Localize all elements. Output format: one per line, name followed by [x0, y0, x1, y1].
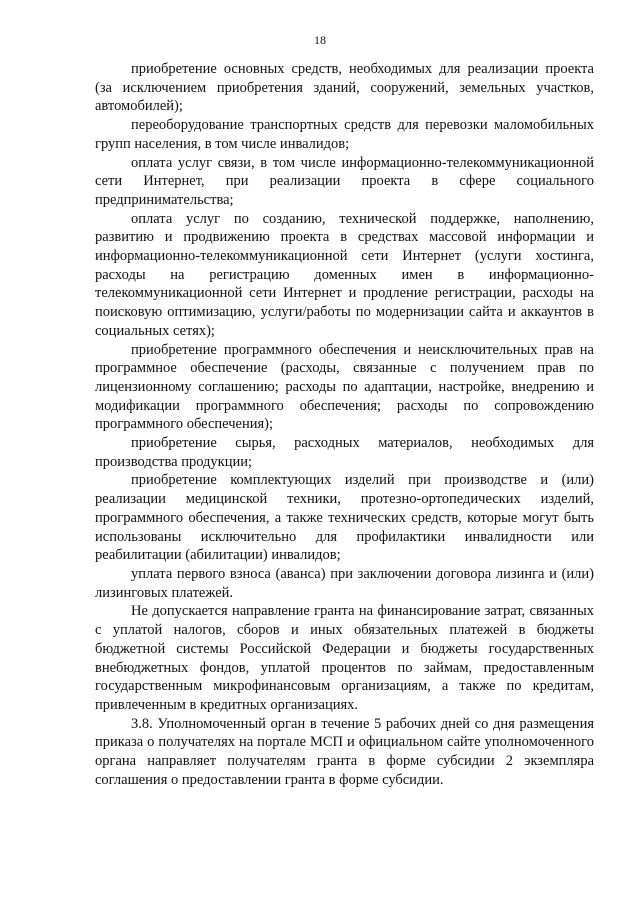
paragraph-software: приобретение программного обеспечения и неисключительных прав на программное обеспечение (расходы, связанные с получением прав по лицензионному соглашению; расходы по адаптации, настройке, внедрению и модификации программного обеспечения; расходы по сопровождению программного обеспечения);: [95, 341, 594, 433]
paragraph-raw-materials: приобретение сырья, расходных материалов, необходимых для производства продукции;: [95, 435, 594, 470]
paragraph-section-3-8: 3.8. Уполномоченный орган в течение 5 рабочих дней со дня размещения приказа о получателях на портале МСП и официальном сайте уполномоченного органа направляет получателям гранта в форме субсидии 2 экземпляра соглашения о предоставлении гранта в форме субсидии.: [95, 715, 594, 788]
page-number: 18: [314, 33, 326, 47]
document-body: [95, 60, 594, 789]
paragraph-vehicle-conversion: переоборудование транспортных средств для перевозки маломобильных групп населения, в том числе инвалидов;: [95, 117, 594, 152]
paragraph-restrictions: Не допускается направление гранта на финансирование затрат, связанных с уплатой налогов, сборов и иных обязательных платежей в бюджеты бюджетной системы Российской Федерации и бюджеты государственных внебюджетных фондов, уплатой процентов по займам, предоставленным государственным микрофинансовым организациям, а также по кредитам, привлеченным в кредитных организациях.: [95, 603, 594, 713]
paragraph-communication-services: оплата услуг связи, в том числе информационно-телекоммуникационной сети Интернет, при реализации проекта в сфере социального предпринимательства;: [95, 154, 594, 208]
paragraph-medical-components: приобретение комплектующих изделий при производстве и (или) реализации медицинской техники, протезно-ортопедических изделий, программного обеспечения, а также технических средств, которые могут быть использованы исключительно для профилактики инвалидности или реабилитации (абилитации) инвалидов;: [95, 472, 594, 564]
paragraph-fixed-assets: приобретение основных средств, необходимых для реализации проекта (за исключением приобретения зданий, сооружений, земельных участков, автомобилей);: [95, 61, 594, 115]
paragraph-media-promotion: оплата услуг по созданию, технической поддержке, наполнению, развитию и продвижению проекта в средствах массовой информации и информационно-телекоммуникационной сети Интернет (услуги хостинга, расходы на регистрацию доменных имен в информационно-телекоммуникационной сети Интернет и продление регистрации, расходы на поисковую оптимизацию, услуги/работы по модернизации сайта и аккаунтов в социальных сетях);: [95, 210, 594, 339]
paragraph-leasing: уплата первого взноса (аванса) при заключении договора лизинга и (или) лизинговых платежей.: [95, 565, 594, 601]
